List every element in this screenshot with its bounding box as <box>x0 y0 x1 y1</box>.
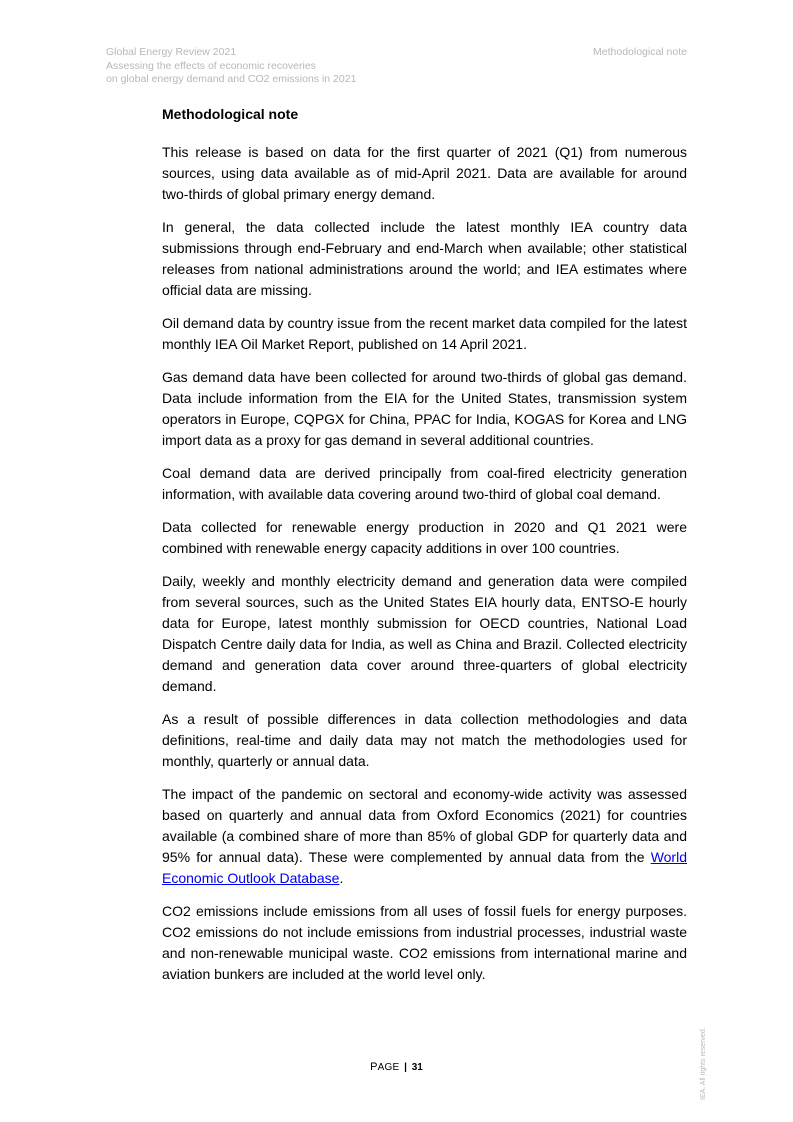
header-subtitle-line-2: on global energy demand and CO2 emissions in 2021 <box>106 73 357 85</box>
paragraph-gas-demand: Gas demand data have been collected for around two-thirds of global gas demand. Data include information from the EIA for the United States, transmission system operators in Europe, CQPGX for China, PPAC for India, KOGAS for Korea and LNG import data as a proxy for gas demand in several additional countries. <box>162 369 687 448</box>
paragraph-oil-demand: Oil demand data by country issue from the recent market data compiled for the latest monthly IEA Oil Market Report, published on 14 April 2021. <box>162 315 687 352</box>
page-label-initial: P <box>370 1061 378 1073</box>
rights-notice: IEA. All rights reserved. <box>700 1027 707 1100</box>
paragraph-data-sources: This release is based on data for the first quarter of 2021 (Q1) from numerous sources, using data available as of mid-April 2021. Data are available for around two-thirds of global primary energy demand. <box>162 144 687 202</box>
paragraph-co2-emissions: CO2 emissions include emissions from all uses of fossil fuels for energy purposes. CO2 emissions do not include emissions from industrial processes, industrial waste and non-renewable municipal waste. CO2 emissions from international marine and aviation bunkers are included at the world level only. <box>162 903 687 982</box>
pandemic-impact-text: The impact of the pandemic on sectoral and economy-wide activity was assessed based on quarterly and annual data from Oxford Economics (2021) for countries available (a combined share of more than 85% of global GDP for quarterly data and 95% for annual data). These were complemented by annual data from the <box>162 786 687 865</box>
page-label <box>370 1062 399 1073</box>
page-separator: | <box>404 1062 407 1073</box>
header-report-title: Global Energy Review 2021 <box>106 46 237 58</box>
page-footer <box>0 1061 793 1073</box>
page-label-rest: AGE <box>377 1062 400 1073</box>
pandemic-impact-suffix: . <box>339 870 344 886</box>
main-content <box>162 104 687 997</box>
header-subtitle-line-1: Assessing the effects of economic recoveries <box>106 59 316 72</box>
running-header-right: Methodological note <box>593 46 687 58</box>
page-number: 31 <box>411 1062 423 1073</box>
paragraph-methodology-differences: As a result of possible differences in data collection methodologies and data definitions, real-time and daily data may not match the methodologies used for monthly, quarterly or annual data. <box>162 711 687 769</box>
world-economic-outlook-link[interactable]: World Economic Outlook Database <box>162 849 687 886</box>
section-title: Methodological note <box>162 106 299 122</box>
paragraph-coal-demand: Coal demand data are derived principally from coal-fired electricity generation information, with available data covering around two-third of global coal demand. <box>162 465 687 502</box>
paragraph-data-collected: In general, the data collected include the latest monthly IEA country data submissions through end-February and end-March when available; other statistical releases from national administrations around the world; and IEA estimates where official data are missing. <box>162 219 687 298</box>
paragraph-renewables: Data collected for renewable energy production in 2020 and Q1 2021 were combined with renewable energy capacity additions in over 100 countries. <box>162 519 687 556</box>
paragraph-pandemic-impact <box>162 784 687 889</box>
running-header-left <box>106 46 356 87</box>
paragraph-electricity: Daily, weekly and monthly electricity demand and generation data were compiled from several sources, such as the United States EIA hourly data, ENTSO-E hourly data for Europe, latest monthly submission for OECD countries, National Load Dispatch Centre daily data for India, as well as China and Brazil. Collected electricity demand and generation data cover around three-quarters of global electricity demand. <box>162 573 687 694</box>
